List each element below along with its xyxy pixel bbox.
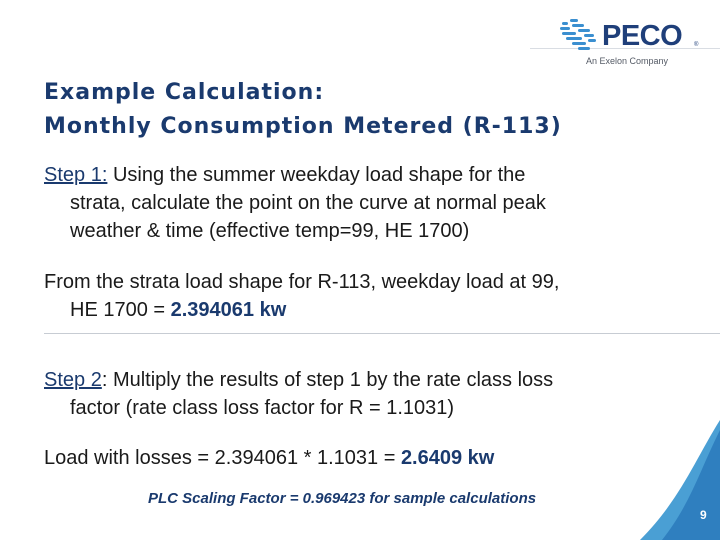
peco-logo-mark-icon: [560, 14, 600, 54]
result-2-value: 2.6409 kw: [400, 447, 495, 469]
peco-wordmark: PECO: [602, 20, 683, 52]
corner-swoosh-decoration: [600, 420, 720, 540]
section-divider: [44, 333, 720, 334]
slide-title: [44, 76, 562, 144]
step-2-label: Step 2: [44, 369, 102, 391]
plc-scaling-note: PLC Scaling Factor = 0.969423 for sample calculations: [148, 490, 537, 507]
page-number: 9: [700, 508, 707, 522]
step-1-text-line-3: weather & time (effective temp=99, HE 1700): [70, 220, 470, 242]
result-1-value: 2.394061 kw: [170, 299, 287, 321]
trademark-symbol: ®: [694, 42, 699, 48]
result-1-line-2: [44, 296, 559, 324]
title-line-1: Example Calculation:: [44, 80, 325, 105]
result-1-prefix: HE 1700 =: [70, 299, 171, 321]
title-line-2: Monthly Consumption Metered (R-113): [44, 114, 562, 139]
result-2-prefix: Load with losses = 2.394061 * 1.1031 =: [44, 447, 401, 469]
step-1-text-line-1: Using the summer weekday load shape for the: [107, 164, 526, 186]
step-2-text-line-1: : Multiply the results of step 1 by the rate class loss: [101, 369, 554, 391]
step-1-label: Step 1:: [44, 164, 108, 186]
step-1-text-line-2: strata, calculate the point on the curve at normal peak: [70, 192, 546, 214]
step-1-paragraph: [44, 161, 546, 245]
peco-logo: [560, 12, 710, 68]
result-1-paragraph: [44, 268, 559, 324]
step-2-text-line-2: factor (rate class loss factor for R = 1.1031): [70, 397, 455, 419]
step-2-paragraph: [44, 366, 553, 422]
result-1-text-line-1: From the strata load shape for R-113, weekday load at 99,: [44, 271, 560, 293]
logo-tagline: An Exelon Company: [586, 56, 669, 66]
result-2-paragraph: [44, 444, 494, 472]
